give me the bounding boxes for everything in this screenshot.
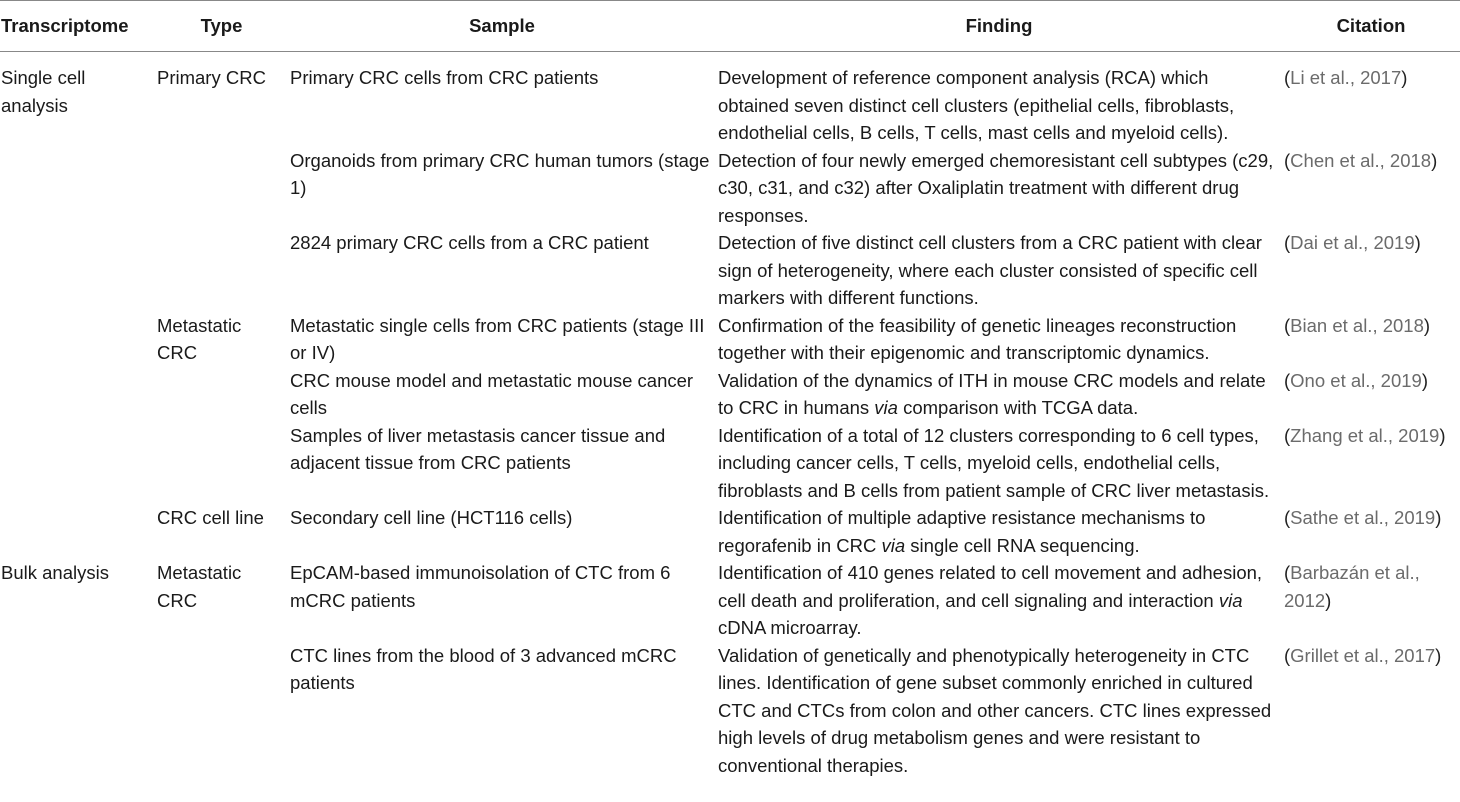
finding-text: Identification of multiple adaptive resistance mechanisms to regorafenib in CRC bbox=[718, 507, 1206, 556]
sample-cell: Organoids from primary CRC human tumors (stage 1) bbox=[290, 149, 710, 198]
header-type: Type bbox=[155, 1, 288, 52]
sample-cell: EpCAM-based immunoisolation of CTC from 6 mCRC patients bbox=[290, 562, 671, 611]
header-finding: Finding bbox=[716, 1, 1282, 52]
citation-link[interactable]: Grillet et al., 2017 bbox=[1290, 644, 1436, 666]
citation-cell: (Zhang et al., 2019) bbox=[1284, 424, 1446, 446]
header-citation: Citation bbox=[1282, 1, 1460, 52]
header-sample: Sample bbox=[288, 1, 716, 52]
finding-text: Validation of genetically and phenotypically heterogeneity in CTC lines. Identification of gene subset commonly enriched in cultured CTC and CTCs from colon and other cancers. CTC lines expressed high levels of drug metabolism genes and were resistant to conventional therapies. bbox=[718, 644, 1272, 776]
transcriptome-cell: Bulk analysis bbox=[1, 562, 109, 583]
table-body bbox=[0, 52, 1460, 780]
finding-cell bbox=[716, 52, 1282, 147]
transcriptome-cell bbox=[0, 504, 155, 559]
type-cell bbox=[155, 147, 288, 230]
finding-text: Identification of 410 genes related to cell movement and adhesion, cell death and proliferation, and cell signaling and interaction bbox=[718, 562, 1263, 611]
finding-text: Confirmation of the feasibility of genetic lineages reconstruction together with their epigenomic and transcriptomic dynamics. bbox=[718, 314, 1237, 363]
table-row bbox=[0, 642, 1460, 780]
finding-cell bbox=[716, 504, 1282, 559]
transcriptome-cell bbox=[0, 312, 155, 367]
sample-cell: CTC lines from the blood of 3 advanced mCRC patients bbox=[290, 644, 677, 693]
type-cell bbox=[155, 229, 288, 312]
finding-cell bbox=[716, 147, 1282, 230]
finding-cell bbox=[716, 312, 1282, 367]
type-cell bbox=[155, 367, 288, 422]
citation-cell: (Barbazán et al., 2012) bbox=[1284, 562, 1420, 611]
header-transcriptome: Transcriptome bbox=[0, 1, 155, 52]
citation-link[interactable]: Chen et al., 2018 bbox=[1290, 149, 1432, 171]
citation-cell: (Li et al., 2017) bbox=[1284, 67, 1408, 88]
finding-cell bbox=[716, 422, 1282, 505]
transcriptome-cell bbox=[0, 367, 155, 422]
type-cell: Metastatic CRC bbox=[157, 314, 242, 363]
type-cell: CRC cell line bbox=[157, 507, 264, 528]
finding-cell bbox=[716, 367, 1282, 422]
sample-cell: Samples of liver metastasis cancer tissue and adjacent tissue from CRC patients bbox=[290, 424, 666, 473]
transcriptome-cell bbox=[0, 422, 155, 505]
finding-emphasis: via bbox=[1218, 589, 1243, 611]
citation-link[interactable]: Bian et al., 2018 bbox=[1290, 314, 1424, 336]
citation-link[interactable]: Ono et al., 2019 bbox=[1290, 369, 1422, 391]
sample-cell: 2824 primary CRC cells from a CRC patient bbox=[290, 232, 649, 253]
citation-link[interactable]: Zhang et al., 2019 bbox=[1290, 424, 1440, 446]
citation-cell: (Sathe et al., 2019) bbox=[1284, 507, 1442, 528]
finding-text-end: comparison with TCGA data. bbox=[897, 397, 1139, 418]
table-row bbox=[0, 229, 1460, 312]
finding-text: Validation of the dynamics of ITH in mouse CRC models and relate to CRC in humans bbox=[718, 369, 1266, 418]
citation-link[interactable]: Sathe et al., 2019 bbox=[1290, 507, 1436, 528]
citation-cell: (Grillet et al., 2017) bbox=[1284, 644, 1442, 666]
transcriptome-cell bbox=[0, 642, 155, 780]
finding-cell bbox=[716, 559, 1282, 642]
finding-text: Development of reference component analysis (RCA) which obtained seven distinct cell clusters (epithelial cells, fibroblasts, endothelial cells, B cells, T cells, mast cells and myeloid cells). bbox=[718, 67, 1235, 143]
table-row bbox=[0, 312, 1460, 367]
table-row bbox=[0, 559, 1460, 642]
finding-text: Identification of a total of 12 clusters corresponding to 6 cell types, including cancer cells, T cells, myeloid cells, endothelial cells, fibroblasts and B cells from patient sample of CRC liver metastasis. bbox=[718, 424, 1270, 501]
citation-cell: (Chen et al., 2018) bbox=[1284, 149, 1438, 171]
finding-text: Detection of five distinct cell clusters from a CRC patient with clear sign of heterogeneity, where each cluster consisted of specific cell markers with different functions. bbox=[718, 232, 1262, 308]
transcriptome-cell: Single cell analysis bbox=[1, 67, 86, 116]
citation-link[interactable]: Barbazán et al., 2012 bbox=[1284, 562, 1420, 611]
citation-cell: (Bian et al., 2018) bbox=[1284, 314, 1431, 336]
sample-cell: CRC mouse model and metastatic mouse cancer cells bbox=[290, 369, 694, 418]
transcriptome-cell bbox=[0, 147, 155, 230]
finding-text-end: cDNA microarray. bbox=[718, 617, 862, 638]
finding-emphasis: via bbox=[881, 534, 906, 556]
citation-cell: (Dai et al., 2019) bbox=[1284, 232, 1421, 253]
finding-cell bbox=[716, 229, 1282, 312]
finding-emphasis: via bbox=[874, 397, 898, 418]
finding-cell bbox=[716, 642, 1282, 780]
type-cell: Primary CRC bbox=[157, 67, 266, 88]
table-row bbox=[0, 147, 1460, 230]
table-row bbox=[0, 52, 1460, 147]
citation-cell: (Ono et al., 2019) bbox=[1284, 369, 1428, 391]
sample-cell: Primary CRC cells from CRC patients bbox=[290, 67, 599, 88]
table-row bbox=[0, 422, 1460, 505]
table-row bbox=[0, 367, 1460, 422]
citation-link[interactable]: Dai et al., 2019 bbox=[1290, 232, 1415, 253]
sample-cell: Secondary cell line (HCT116 cells) bbox=[290, 507, 573, 528]
type-cell bbox=[155, 642, 288, 780]
sample-cell: Metastatic single cells from CRC patients (stage III or IV) bbox=[290, 314, 705, 363]
citation-link[interactable]: Li et al., 2017 bbox=[1290, 67, 1402, 88]
type-cell: Metastatic CRC bbox=[157, 562, 242, 611]
finding-text-end: single cell RNA sequencing. bbox=[905, 534, 1140, 556]
finding-text: Detection of four newly emerged chemoresistant cell subtypes (c29, c30, c31, and c32) after Oxaliplatin treatment with different drug responses. bbox=[718, 149, 1274, 226]
transcriptome-cell bbox=[0, 229, 155, 312]
type-cell bbox=[155, 422, 288, 505]
table-row bbox=[0, 504, 1460, 559]
header-row bbox=[0, 1, 1460, 52]
